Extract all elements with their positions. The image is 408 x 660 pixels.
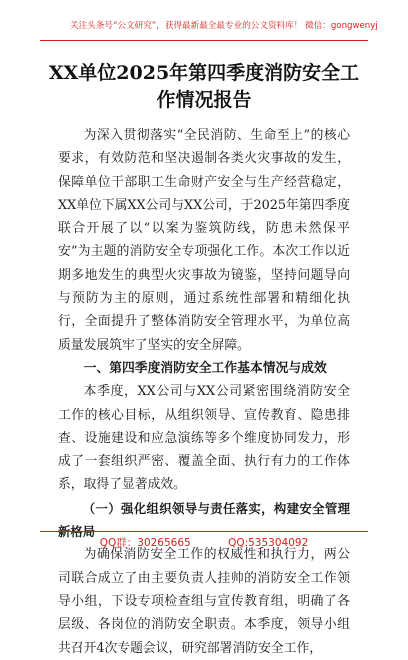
footer-qq-group: QQ群：30265665 — [99, 537, 191, 549]
document-title: XX单位2025年第四季度消防安全工作情况报告 — [48, 62, 360, 111]
header-divider — [40, 40, 368, 41]
document-body — [58, 124, 350, 660]
header-banner: 关注头条号“公文研究”，获得最新最全最专业的公文资料库！ 微信：gongwenyj — [70, 21, 378, 31]
footer-qq: QQ:535304092 — [228, 537, 309, 549]
subsection-paragraph: 为确保消防安全工作的权威性和执行力，两公司联合成立了由主要负责人挂帅的消防安全工作领导小组，下设专项检查组与宣传教育组，明确了各层级、各岗位的消防安全职责。本季度，领导小组共召开4次专题会议，研究部署消防安全工作， — [58, 547, 350, 656]
section-heading: 一、第四季度消防安全工作基本情况与成效 — [83, 360, 327, 376]
intro-paragraph: 为深入贯彻落实“全民消防、生命至上”的核心要求，有效防范和坚决遏制各类火灾事故的发生，保障单位干部职工生命财产安全与生产经营稳定，XX单位下属XX公司与XX公司，于2025年第四季度联合开展了以“以案为鉴筑防线，防患未然保平安”为主题的消防安全专项强化工作。本次工作以近期多地发生的典型火灾事故为镜鉴，坚持问题导向与预防为主的原则，通过系统性部署和精细化执行，全面提升了整体消防安全管理水平，为单位高质量发展筑牢了坚实的安全屏障。 — [58, 128, 350, 353]
footer — [40, 536, 368, 550]
section-paragraph: 本季度，XX公司与XX公司紧密围绕消防安全工作的核心目标，从组织领导、宣传教育、隐患排查、设施建设和应急演练等多个维度协同发力，形成了一套组织严密、覆盖全面、执行有力的工作体系，取得了显著成效。 — [58, 384, 350, 493]
subsection-heading: （一）强化组织领导与责任落实，构建安全管理新格局 — [58, 500, 350, 540]
footer-divider — [40, 531, 368, 532]
